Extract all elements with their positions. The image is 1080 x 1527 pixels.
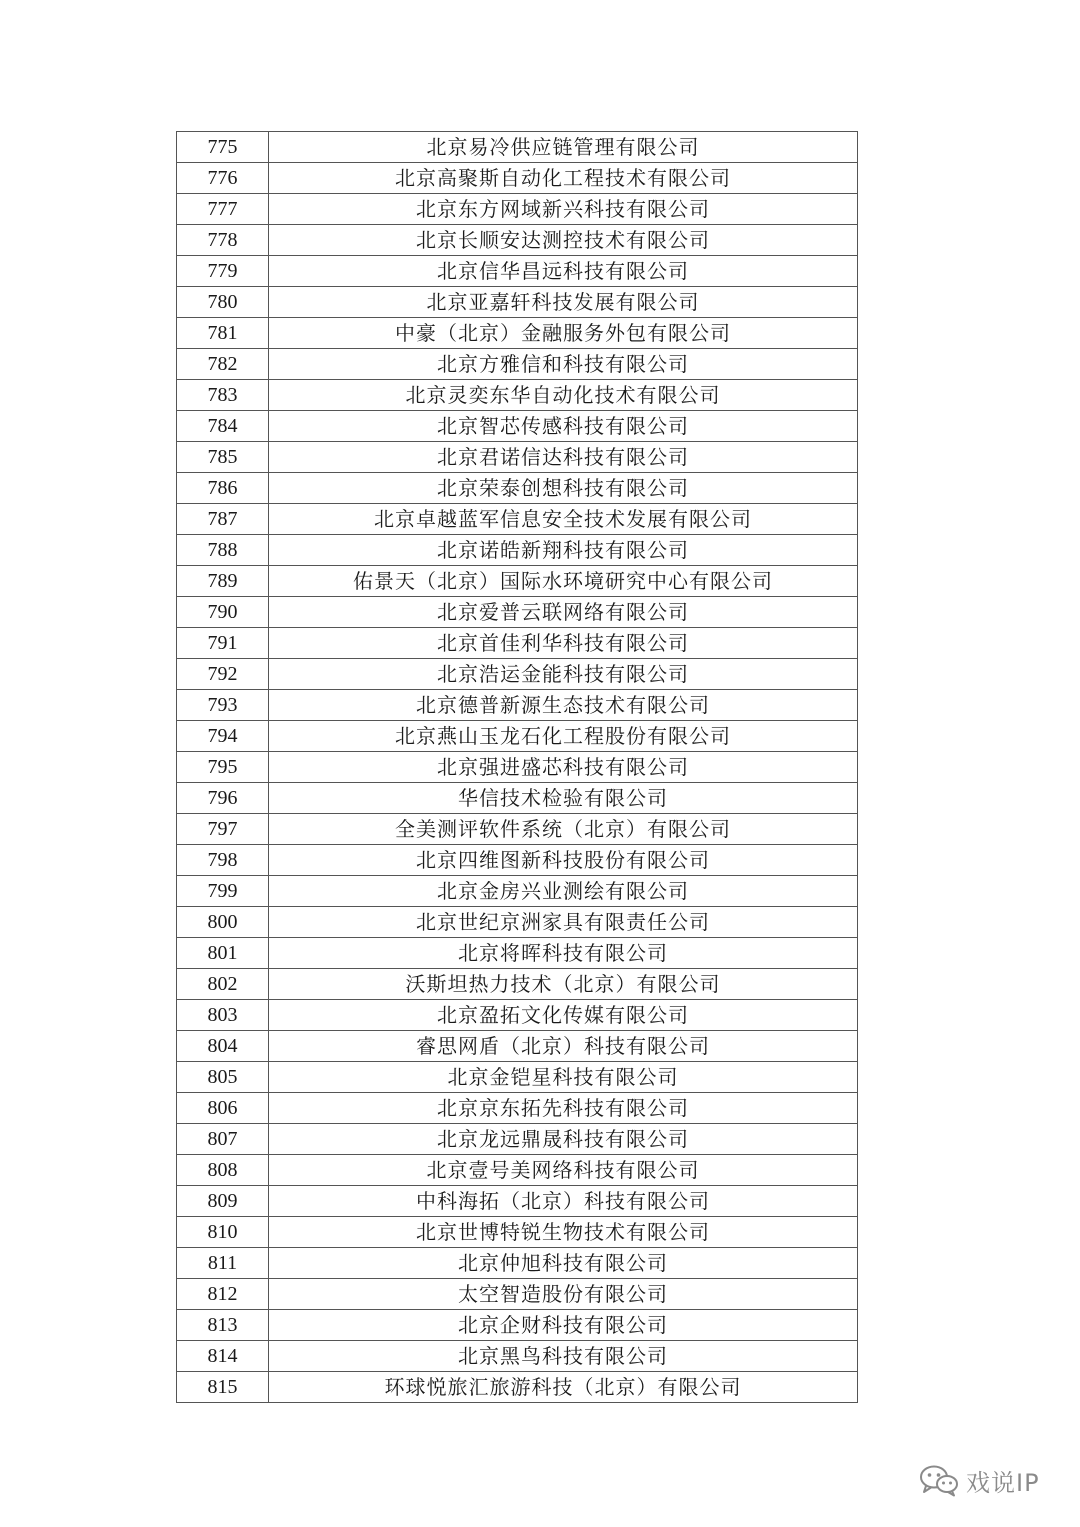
table-row (177, 1217, 858, 1248)
company-name: 环球悦旅汇旅游科技（北京）有限公司 (269, 1372, 858, 1403)
table-row (177, 380, 858, 411)
row-number: 798 (177, 845, 269, 876)
row-number: 794 (177, 721, 269, 752)
table-row (177, 1093, 858, 1124)
table-row (177, 256, 858, 287)
company-name: 沃斯坦热力技术（北京）有限公司 (269, 969, 858, 1000)
row-number: 789 (177, 566, 269, 597)
row-number: 814 (177, 1341, 269, 1372)
row-number: 778 (177, 225, 269, 256)
company-name: 北京卓越蓝军信息安全技术发展有限公司 (269, 504, 858, 535)
row-number: 781 (177, 318, 269, 349)
company-name: 北京智芯传感科技有限公司 (269, 411, 858, 442)
company-name: 睿思网盾（北京）科技有限公司 (269, 1031, 858, 1062)
table-row (177, 690, 858, 721)
company-name: 北京金铠星科技有限公司 (269, 1062, 858, 1093)
company-name: 北京强进盛芯科技有限公司 (269, 752, 858, 783)
company-name: 北京世博特锐生物技术有限公司 (269, 1217, 858, 1248)
row-number: 809 (177, 1186, 269, 1217)
table-row (177, 442, 858, 473)
table-row (177, 163, 858, 194)
row-number: 784 (177, 411, 269, 442)
company-name: 北京四维图新科技股份有限公司 (269, 845, 858, 876)
table-row (177, 783, 858, 814)
row-number: 777 (177, 194, 269, 225)
row-number: 786 (177, 473, 269, 504)
table-row (177, 1372, 858, 1403)
company-name: 北京爱普云联网络有限公司 (269, 597, 858, 628)
row-number: 797 (177, 814, 269, 845)
row-number: 785 (177, 442, 269, 473)
row-number: 782 (177, 349, 269, 380)
row-number: 803 (177, 1000, 269, 1031)
row-number: 783 (177, 380, 269, 411)
company-name: 太空智造股份有限公司 (269, 1279, 858, 1310)
company-name: 北京灵奕东华自动化技术有限公司 (269, 380, 858, 411)
company-name: 北京德普新源生态技术有限公司 (269, 690, 858, 721)
table-row (177, 1248, 858, 1279)
table-row (177, 287, 858, 318)
row-number: 795 (177, 752, 269, 783)
company-name: 北京长顺安达测控技术有限公司 (269, 225, 858, 256)
table-row (177, 845, 858, 876)
company-name: 北京京东拓先科技有限公司 (269, 1093, 858, 1124)
row-number: 792 (177, 659, 269, 690)
company-name: 北京亚嘉轩科技发展有限公司 (269, 287, 858, 318)
company-list-body (177, 132, 858, 1403)
row-number: 787 (177, 504, 269, 535)
table-row (177, 504, 858, 535)
company-name: 北京仲旭科技有限公司 (269, 1248, 858, 1279)
row-number: 775 (177, 132, 269, 163)
table-row (177, 814, 858, 845)
company-name: 北京易冷供应链管理有限公司 (269, 132, 858, 163)
table-row (177, 1124, 858, 1155)
table-row (177, 473, 858, 504)
row-number: 807 (177, 1124, 269, 1155)
row-number: 804 (177, 1031, 269, 1062)
company-name: 北京首佳利华科技有限公司 (269, 628, 858, 659)
row-number: 780 (177, 287, 269, 318)
row-number: 796 (177, 783, 269, 814)
company-list-table (176, 131, 858, 1403)
row-number: 802 (177, 969, 269, 1000)
table-row (177, 876, 858, 907)
row-number: 805 (177, 1062, 269, 1093)
company-name: 北京龙远鼎晟科技有限公司 (269, 1124, 858, 1155)
table-row (177, 566, 858, 597)
company-name: 北京企财科技有限公司 (269, 1310, 858, 1341)
watermark (918, 1462, 1040, 1498)
table-row (177, 1341, 858, 1372)
row-number: 813 (177, 1310, 269, 1341)
company-name: 北京盈拓文化传媒有限公司 (269, 1000, 858, 1031)
company-name: 北京诺皓新翔科技有限公司 (269, 535, 858, 566)
table-row (177, 1155, 858, 1186)
company-name: 北京浩运金能科技有限公司 (269, 659, 858, 690)
row-number: 812 (177, 1279, 269, 1310)
company-name: 北京君诺信达科技有限公司 (269, 442, 858, 473)
table-row (177, 969, 858, 1000)
table-row (177, 938, 858, 969)
wechat-icon (918, 1463, 960, 1497)
company-name: 北京高聚斯自动化工程技术有限公司 (269, 163, 858, 194)
company-name: 中科海拓（北京）科技有限公司 (269, 1186, 858, 1217)
table-row (177, 318, 858, 349)
table-row (177, 659, 858, 690)
company-name: 北京方雅信和科技有限公司 (269, 349, 858, 380)
table-row (177, 1062, 858, 1093)
company-name: 北京燕山玉龙石化工程股份有限公司 (269, 721, 858, 752)
row-number: 815 (177, 1372, 269, 1403)
table-row (177, 1186, 858, 1217)
company-name: 北京金房兴业测绘有限公司 (269, 876, 858, 907)
row-number: 779 (177, 256, 269, 287)
row-number: 808 (177, 1155, 269, 1186)
table-row (177, 721, 858, 752)
company-name: 华信技术检验有限公司 (269, 783, 858, 814)
row-number: 793 (177, 690, 269, 721)
table-row (177, 752, 858, 783)
table-row (177, 225, 858, 256)
row-number: 799 (177, 876, 269, 907)
company-name: 北京黑鸟科技有限公司 (269, 1341, 858, 1372)
row-number: 811 (177, 1248, 269, 1279)
watermark-text: 戏说IP (966, 1468, 1040, 1497)
table-row (177, 194, 858, 225)
table-row (177, 628, 858, 659)
row-number: 801 (177, 938, 269, 969)
company-name: 北京壹号美网络科技有限公司 (269, 1155, 858, 1186)
table-row (177, 907, 858, 938)
company-name: 北京东方网域新兴科技有限公司 (269, 194, 858, 225)
row-number: 800 (177, 907, 269, 938)
row-number: 790 (177, 597, 269, 628)
table-row (177, 411, 858, 442)
company-name: 北京信华昌远科技有限公司 (269, 256, 858, 287)
company-name: 佑景天（北京）国际水环境研究中心有限公司 (269, 566, 858, 597)
company-name: 北京世纪京洲家具有限责任公司 (269, 907, 858, 938)
table-row (177, 1279, 858, 1310)
row-number: 810 (177, 1217, 269, 1248)
row-number: 776 (177, 163, 269, 194)
company-name: 全美测评软件系统（北京）有限公司 (269, 814, 858, 845)
company-name: 中豪（北京）金融服务外包有限公司 (269, 318, 858, 349)
row-number: 806 (177, 1093, 269, 1124)
table-row (177, 1031, 858, 1062)
row-number: 788 (177, 535, 269, 566)
table-row (177, 1000, 858, 1031)
table-row (177, 349, 858, 380)
table-row (177, 132, 858, 163)
table-row (177, 535, 858, 566)
company-name: 北京将晖科技有限公司 (269, 938, 858, 969)
row-number: 791 (177, 628, 269, 659)
table-row (177, 597, 858, 628)
company-name: 北京荣泰创想科技有限公司 (269, 473, 858, 504)
table-row (177, 1310, 858, 1341)
